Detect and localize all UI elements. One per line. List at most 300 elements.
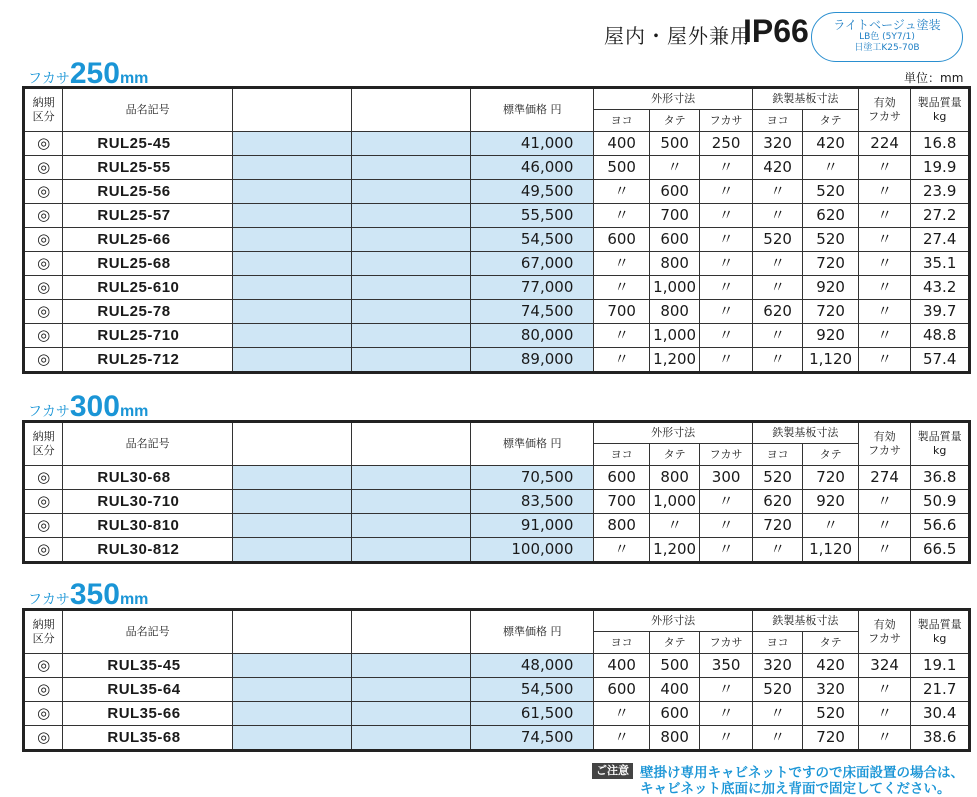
delivery-mark: ◎	[25, 678, 63, 702]
col-steel-plate-dim: 鉄製基板寸法	[752, 89, 858, 110]
outer-tate-cell: 1,200	[649, 538, 699, 562]
delivery-mark: ◎	[25, 702, 63, 726]
effective-depth-cell: 〃	[858, 514, 911, 538]
ip-rating: IP66	[743, 13, 809, 49]
steel-tate-cell: 720	[803, 466, 859, 490]
outer-yoko-cell: 400	[594, 654, 650, 678]
col-outer-fukasa: フカサ	[700, 110, 753, 132]
outer-fukasa-cell: 〃	[700, 276, 753, 300]
model-code: RUL25-45	[97, 135, 171, 152]
outer-yoko-cell: 〃	[594, 204, 650, 228]
col-delivery	[25, 611, 63, 654]
model-code: RUL30-710	[97, 493, 180, 510]
effective-depth-cell: 274	[858, 466, 911, 490]
outer-fukasa-cell: 250	[700, 132, 753, 156]
price-cell: 91,000	[471, 514, 594, 538]
price-cell: 74,500	[471, 300, 594, 324]
price-cell: 54,500	[471, 228, 594, 252]
col-delivery	[25, 423, 63, 466]
col-price	[471, 89, 594, 132]
price-cell: 70,500	[471, 466, 594, 490]
steel-yoko-cell: 520	[752, 466, 802, 490]
steel-yoko-cell: 520	[752, 678, 802, 702]
blank-cell	[232, 538, 351, 562]
col-price	[471, 611, 594, 654]
delivery-mark: ◎	[25, 324, 63, 348]
weight-cell: 56.6	[911, 514, 969, 538]
price-cell: 83,500	[471, 490, 594, 514]
outer-yoko-cell: 600	[594, 228, 650, 252]
table-header-row	[25, 89, 969, 110]
section-prefix: フカサ	[28, 592, 70, 608]
weight-cell: 27.2	[911, 204, 969, 228]
delivery-mark: ◎	[25, 132, 63, 156]
blank-cell	[232, 204, 351, 228]
col-weight-1: 製品質量	[917, 618, 962, 631]
steel-tate-cell: 〃	[803, 156, 859, 180]
steel-yoko-cell: 〃	[752, 180, 802, 204]
col-blank-1	[232, 611, 351, 654]
delivery-mark: ◎	[25, 204, 63, 228]
col-effective-2: フカサ	[868, 444, 902, 457]
table-header-row	[25, 423, 969, 444]
outer-yoko-cell: 500	[594, 156, 650, 180]
col-steel-tate: タテ	[803, 110, 859, 132]
steel-yoko-cell: 〃	[752, 702, 802, 726]
col-weight-2: kg	[933, 110, 947, 123]
model-cell	[63, 252, 233, 276]
blank-cell	[232, 702, 351, 726]
steel-tate-cell: 520	[803, 180, 859, 204]
section-unit: mm	[119, 403, 149, 420]
delivery-mark: ◎	[25, 180, 63, 204]
steel-yoko-cell: 〃	[752, 324, 802, 348]
spec-table	[24, 88, 969, 372]
col-model: 品名記号	[63, 423, 233, 466]
outer-yoko-cell: 400	[594, 132, 650, 156]
col-effective-depth	[858, 89, 911, 132]
col-steel-yoko: ヨコ	[752, 110, 802, 132]
price-cell: 77,000	[471, 276, 594, 300]
price-cell: 54,500	[471, 678, 594, 702]
weight-cell: 39.7	[911, 300, 969, 324]
caution-text-2: キャビネット底面に加え背面で固定してください。	[640, 781, 951, 797]
table-row	[25, 132, 969, 156]
weight-cell: 30.4	[911, 702, 969, 726]
model-code: RUL30-812	[97, 541, 180, 558]
col-effective-2: フカサ	[868, 110, 902, 123]
steel-yoko-cell: 420	[752, 156, 802, 180]
model-cell	[63, 156, 233, 180]
section-depth: 350	[69, 578, 120, 611]
steel-tate-cell: 720	[803, 252, 859, 276]
outer-yoko-cell: 〃	[594, 252, 650, 276]
outer-fukasa-cell: 〃	[700, 228, 753, 252]
model-code: RUL25-57	[97, 207, 171, 224]
spec-table	[24, 422, 969, 562]
steel-tate-cell: 320	[803, 678, 859, 702]
price-cell: 49,500	[471, 180, 594, 204]
col-delivery-1: 納期	[32, 618, 55, 631]
steel-yoko-cell: 320	[752, 654, 802, 678]
blank-cell	[352, 514, 471, 538]
col-outer-tate: タテ	[649, 632, 699, 654]
section-prefix: フカサ	[28, 71, 70, 87]
col-outer-tate: タテ	[649, 110, 699, 132]
col-weight	[911, 611, 969, 654]
blank-cell	[232, 490, 351, 514]
col-price-unit: 円	[550, 437, 562, 450]
price-cell: 41,000	[471, 132, 594, 156]
table-row	[25, 156, 969, 180]
col-effective-depth	[858, 611, 911, 654]
outer-fukasa-cell: 〃	[700, 348, 753, 372]
model-code: RUL35-66	[107, 705, 181, 722]
delivery-mark: ◎	[25, 490, 63, 514]
blank-cell	[232, 726, 351, 750]
delivery-mark: ◎	[25, 156, 63, 180]
outer-fukasa-cell: 〃	[700, 726, 753, 750]
outer-tate-cell: 1,000	[649, 490, 699, 514]
weight-cell: 21.7	[911, 678, 969, 702]
table-row	[25, 180, 969, 204]
blank-cell	[232, 678, 351, 702]
outer-fukasa-cell: 〃	[700, 324, 753, 348]
col-outer-dim: 外形寸法	[594, 611, 752, 632]
col-delivery-2: 区分	[32, 632, 55, 645]
effective-depth-cell: 〃	[858, 252, 911, 276]
blank-cell	[232, 228, 351, 252]
steel-yoko-cell: 〃	[752, 348, 802, 372]
outer-fukasa-cell: 〃	[700, 156, 753, 180]
steel-tate-cell: 1,120	[803, 348, 859, 372]
badge-paint-standard: 日塗工K25-70B	[854, 43, 920, 53]
price-cell: 67,000	[471, 252, 594, 276]
effective-depth-cell: 〃	[858, 348, 911, 372]
table-row	[25, 276, 969, 300]
weight-cell: 36.8	[911, 466, 969, 490]
outer-fukasa-cell: 350	[700, 654, 753, 678]
delivery-mark: ◎	[25, 252, 63, 276]
weight-cell: 27.4	[911, 228, 969, 252]
blank-cell	[232, 300, 351, 324]
col-outer-yoko: ヨコ	[594, 110, 650, 132]
outer-fukasa-cell: 〃	[700, 180, 753, 204]
blank-cell	[352, 654, 471, 678]
table-row	[25, 252, 969, 276]
steel-tate-cell: 1,120	[803, 538, 859, 562]
section-prefix: フカサ	[28, 404, 70, 420]
outer-tate-cell: 600	[649, 180, 699, 204]
delivery-mark: ◎	[25, 538, 63, 562]
col-outer-yoko: ヨコ	[594, 444, 650, 466]
blank-cell	[352, 348, 471, 372]
col-outer-dim: 外形寸法	[594, 89, 752, 110]
price-cell: 100,000	[471, 538, 594, 562]
price-cell: 46,000	[471, 156, 594, 180]
steel-tate-cell: 520	[803, 228, 859, 252]
col-outer-yoko: ヨコ	[594, 632, 650, 654]
model-cell	[63, 514, 233, 538]
model-cell	[63, 538, 233, 562]
model-code: RUL25-712	[97, 351, 180, 368]
section-depth: 300	[69, 390, 120, 423]
outer-yoko-cell: 〃	[594, 324, 650, 348]
col-weight-2: kg	[933, 444, 947, 457]
blank-cell	[352, 252, 471, 276]
col-weight	[911, 423, 969, 466]
steel-tate-cell: 920	[803, 324, 859, 348]
effective-depth-cell: 〃	[858, 726, 911, 750]
model-cell	[63, 654, 233, 678]
blank-cell	[232, 156, 351, 180]
delivery-mark: ◎	[25, 514, 63, 538]
outer-yoko-cell: 〃	[594, 726, 650, 750]
weight-cell: 50.9	[911, 490, 969, 514]
section-unit: mm	[119, 70, 149, 87]
section-depth: 250	[69, 57, 120, 90]
steel-yoko-cell: 320	[752, 132, 802, 156]
col-effective-1: 有効	[873, 618, 896, 631]
blank-cell	[352, 276, 471, 300]
delivery-mark: ◎	[25, 654, 63, 678]
blank-cell	[352, 726, 471, 750]
steel-yoko-cell: 〃	[752, 252, 802, 276]
weight-cell: 19.1	[911, 654, 969, 678]
blank-cell	[352, 132, 471, 156]
table-row	[25, 466, 969, 490]
table-row	[25, 300, 969, 324]
blank-cell	[232, 466, 351, 490]
effective-depth-cell: 〃	[858, 204, 911, 228]
outer-tate-cell: 800	[649, 466, 699, 490]
table-row	[25, 228, 969, 252]
outer-tate-cell: 600	[649, 228, 699, 252]
col-weight	[911, 89, 969, 132]
col-delivery	[25, 89, 63, 132]
delivery-mark: ◎	[25, 726, 63, 750]
effective-depth-cell: 〃	[858, 300, 911, 324]
col-outer-tate: タテ	[649, 444, 699, 466]
table-row	[25, 654, 969, 678]
model-code: RUL35-45	[107, 657, 181, 674]
col-price-label: 標準価格	[503, 103, 548, 116]
effective-depth-cell: 224	[858, 132, 911, 156]
blank-cell	[352, 538, 471, 562]
outer-tate-cell: 〃	[649, 156, 699, 180]
outer-tate-cell: 400	[649, 678, 699, 702]
delivery-mark: ◎	[25, 348, 63, 372]
model-cell	[63, 702, 233, 726]
outer-tate-cell: 800	[649, 300, 699, 324]
col-steel-tate: タテ	[803, 632, 859, 654]
col-weight-1: 製品質量	[917, 430, 962, 443]
spec-table-300	[24, 422, 969, 562]
model-code: RUL25-55	[97, 159, 171, 176]
price-cell: 74,500	[471, 726, 594, 750]
blank-cell	[232, 276, 351, 300]
weight-cell: 35.1	[911, 252, 969, 276]
table-row	[25, 726, 969, 750]
steel-tate-cell: 920	[803, 490, 859, 514]
col-effective-depth	[858, 423, 911, 466]
col-outer-fukasa: フカサ	[700, 632, 753, 654]
col-effective-1: 有効	[873, 430, 896, 443]
col-outer-dim: 外形寸法	[594, 423, 752, 444]
page-title: 屋内・屋外兼用	[604, 24, 751, 48]
steel-yoko-cell: 620	[752, 300, 802, 324]
outer-tate-cell: 1,000	[649, 276, 699, 300]
effective-depth-cell: 〃	[858, 156, 911, 180]
col-price-label: 標準価格	[503, 437, 548, 450]
table-row	[25, 348, 969, 372]
blank-cell	[232, 514, 351, 538]
steel-tate-cell: 920	[803, 276, 859, 300]
outer-tate-cell: 〃	[649, 514, 699, 538]
effective-depth-cell: 〃	[858, 276, 911, 300]
delivery-mark: ◎	[25, 276, 63, 300]
color-badge	[811, 12, 963, 62]
table-header-row	[25, 611, 969, 632]
col-blank-2	[352, 89, 471, 132]
outer-yoko-cell: 〃	[594, 702, 650, 726]
outer-yoko-cell: 〃	[594, 538, 650, 562]
blank-cell	[352, 300, 471, 324]
model-cell	[63, 324, 233, 348]
weight-cell: 16.8	[911, 132, 969, 156]
weight-cell: 57.4	[911, 348, 969, 372]
effective-depth-cell: 〃	[858, 678, 911, 702]
model-code: RUL25-56	[97, 183, 171, 200]
col-outer-fukasa: フカサ	[700, 444, 753, 466]
model-cell	[63, 466, 233, 490]
outer-fukasa-cell: 〃	[700, 490, 753, 514]
weight-cell: 66.5	[911, 538, 969, 562]
model-cell	[63, 348, 233, 372]
outer-fukasa-cell: 〃	[700, 252, 753, 276]
outer-tate-cell: 700	[649, 204, 699, 228]
outer-tate-cell: 500	[649, 132, 699, 156]
price-cell: 89,000	[471, 348, 594, 372]
col-weight-1: 製品質量	[917, 96, 962, 109]
model-code: RUL35-64	[107, 681, 181, 698]
model-cell	[63, 300, 233, 324]
table-row	[25, 490, 969, 514]
caution-text-1: 壁掛け専用キャビネットですので床面設置の場合は、	[640, 765, 964, 781]
model-cell	[63, 276, 233, 300]
delivery-mark: ◎	[25, 466, 63, 490]
steel-tate-cell: 720	[803, 300, 859, 324]
effective-depth-cell: 〃	[858, 324, 911, 348]
outer-tate-cell: 500	[649, 654, 699, 678]
col-price-unit: 円	[550, 625, 562, 638]
blank-cell	[232, 324, 351, 348]
model-code: RUL25-610	[97, 279, 180, 296]
delivery-mark: ◎	[25, 300, 63, 324]
model-cell	[63, 228, 233, 252]
model-code: RUL30-68	[97, 469, 171, 486]
steel-yoko-cell: 〃	[752, 204, 802, 228]
steel-yoko-cell: 720	[752, 514, 802, 538]
col-delivery-1: 納期	[32, 430, 55, 443]
delivery-mark: ◎	[25, 228, 63, 252]
model-cell	[63, 726, 233, 750]
col-blank-2	[352, 423, 471, 466]
col-effective-2: フカサ	[868, 632, 902, 645]
steel-tate-cell: 〃	[803, 514, 859, 538]
steel-yoko-cell: 520	[752, 228, 802, 252]
model-code: RUL30-810	[97, 517, 180, 534]
blank-cell	[232, 252, 351, 276]
col-steel-plate-dim: 鉄製基板寸法	[752, 423, 858, 444]
blank-cell	[232, 180, 351, 204]
spec-table	[24, 610, 969, 750]
blank-cell	[352, 324, 471, 348]
outer-tate-cell: 1,000	[649, 324, 699, 348]
blank-cell	[352, 228, 471, 252]
effective-depth-cell: 〃	[858, 538, 911, 562]
price-cell: 55,500	[471, 204, 594, 228]
col-effective-1: 有効	[873, 96, 896, 109]
spec-table-250	[24, 88, 969, 372]
outer-tate-cell: 600	[649, 702, 699, 726]
col-model: 品名記号	[63, 89, 233, 132]
effective-depth-cell: 〃	[858, 702, 911, 726]
blank-cell	[352, 702, 471, 726]
section-label-350	[28, 578, 148, 612]
table-row	[25, 514, 969, 538]
outer-fukasa-cell: 〃	[700, 514, 753, 538]
steel-tate-cell: 620	[803, 204, 859, 228]
outer-yoko-cell: 600	[594, 466, 650, 490]
steel-yoko-cell: 〃	[752, 538, 802, 562]
outer-yoko-cell: 〃	[594, 276, 650, 300]
price-cell: 61,500	[471, 702, 594, 726]
model-cell	[63, 132, 233, 156]
effective-depth-cell: 〃	[858, 490, 911, 514]
unit-label: 単位：mm	[904, 71, 964, 85]
steel-yoko-cell: 620	[752, 490, 802, 514]
model-cell	[63, 180, 233, 204]
steel-yoko-cell: 〃	[752, 276, 802, 300]
spec-table-350	[24, 610, 969, 750]
blank-cell	[232, 132, 351, 156]
outer-yoko-cell: 〃	[594, 180, 650, 204]
outer-tate-cell: 1,200	[649, 348, 699, 372]
price-cell: 80,000	[471, 324, 594, 348]
col-blank-1	[232, 89, 351, 132]
outer-tate-cell: 800	[649, 726, 699, 750]
model-code: RUL35-68	[107, 729, 181, 746]
outer-yoko-cell: 700	[594, 490, 650, 514]
price-cell: 48,000	[471, 654, 594, 678]
weight-cell: 19.9	[911, 156, 969, 180]
blank-cell	[352, 466, 471, 490]
col-delivery-2: 区分	[32, 444, 55, 457]
model-code: RUL25-66	[97, 231, 171, 248]
weight-cell: 23.9	[911, 180, 969, 204]
blank-cell	[232, 654, 351, 678]
col-model: 品名記号	[63, 611, 233, 654]
blank-cell	[352, 490, 471, 514]
model-code: RUL25-78	[97, 303, 171, 320]
steel-tate-cell: 420	[803, 132, 859, 156]
col-steel-plate-dim: 鉄製基板寸法	[752, 611, 858, 632]
col-price-label: 標準価格	[503, 625, 548, 638]
section-unit: mm	[119, 591, 149, 608]
effective-depth-cell: 〃	[858, 180, 911, 204]
badge-paint-label: ライトベージュ塗装	[833, 18, 941, 32]
